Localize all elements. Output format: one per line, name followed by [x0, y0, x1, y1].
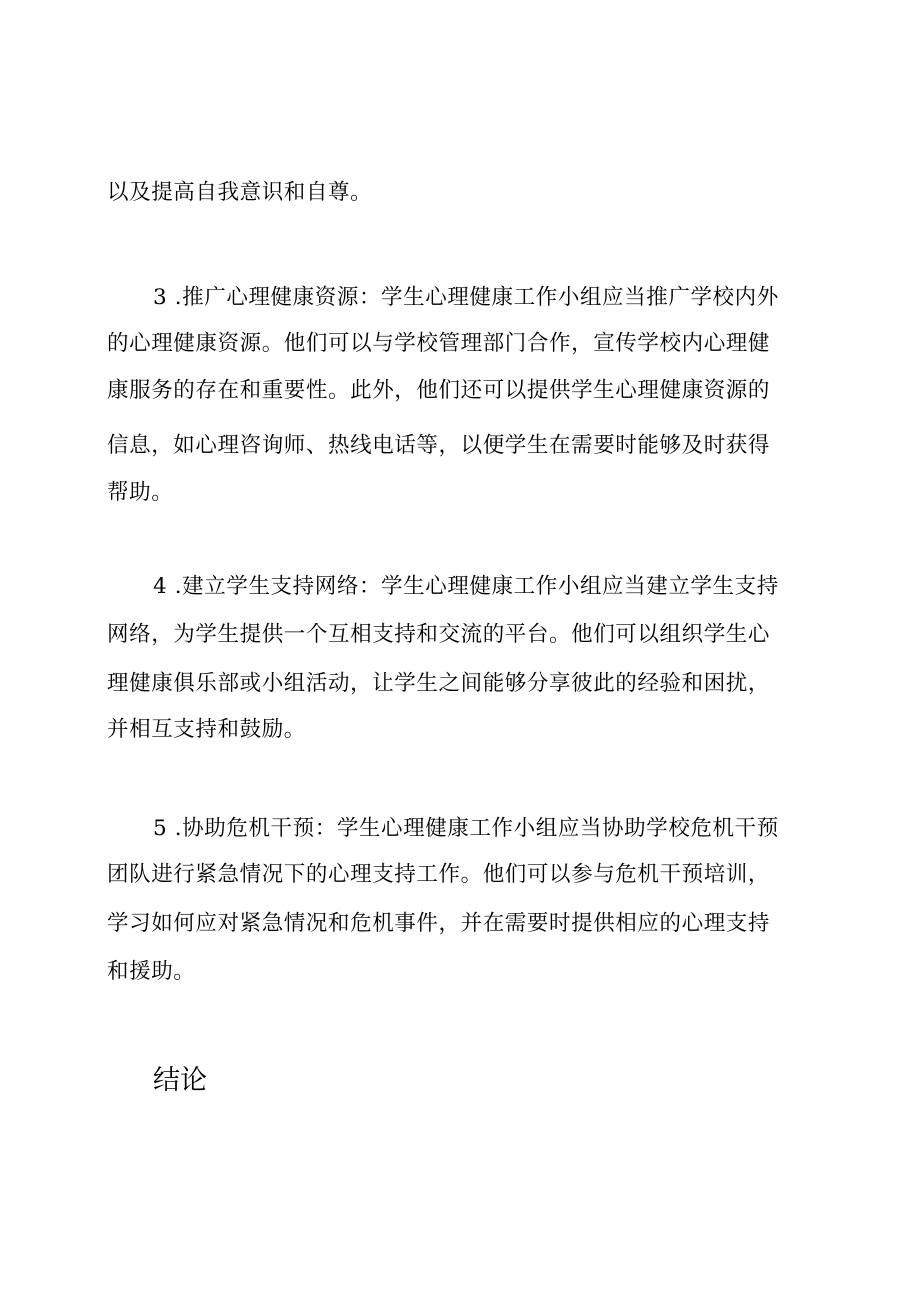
- paragraph-line: 学习如何应对紧急情况和危机事件，并在需要时提供相应的心理支持: [107, 911, 771, 936]
- paragraph-line: 并相互支持和鼓励。: [107, 717, 306, 742]
- paragraph-line: 4 .建立学生支持网络：学生心理健康工作小组应当建立学生支持: [153, 574, 779, 599]
- paragraph-line: 信息，如心理咨询师、热线电话等，以便学生在需要时能够及时获得: [107, 433, 771, 458]
- section-heading: 结论: [153, 1065, 207, 1096]
- paragraph-line: 帮助。: [107, 480, 174, 505]
- paragraph-line: 5 .协助危机干预：学生心理健康工作小组应当协助学校危机干预: [153, 816, 779, 841]
- paragraph-line: 的心理健康资源。他们可以与学校管理部门合作，宣传学校内心理健: [107, 331, 771, 356]
- paragraph-line: 康服务的存在和重要性。此外，他们还可以提供学生心理健康资源的: [107, 378, 771, 403]
- paragraph-line: 网络，为学生提供一个互相支持和交流的平台。他们可以组织学生心: [107, 622, 771, 647]
- paragraph-line: 理健康俱乐部或小组活动，让学生之间能够分享彼此的经验和困扰，: [107, 671, 771, 696]
- paragraph-line: 和援助。: [107, 959, 196, 984]
- paragraph-line: 团队进行紧急情况下的心理支持工作。他们可以参与危机干预培训，: [107, 862, 771, 887]
- paragraph-line: 以及提高自我意识和自尊。: [107, 180, 373, 205]
- paragraph-line: 3 .推广心理健康资源：学生心理健康工作小组应当推广学校内外: [153, 285, 779, 310]
